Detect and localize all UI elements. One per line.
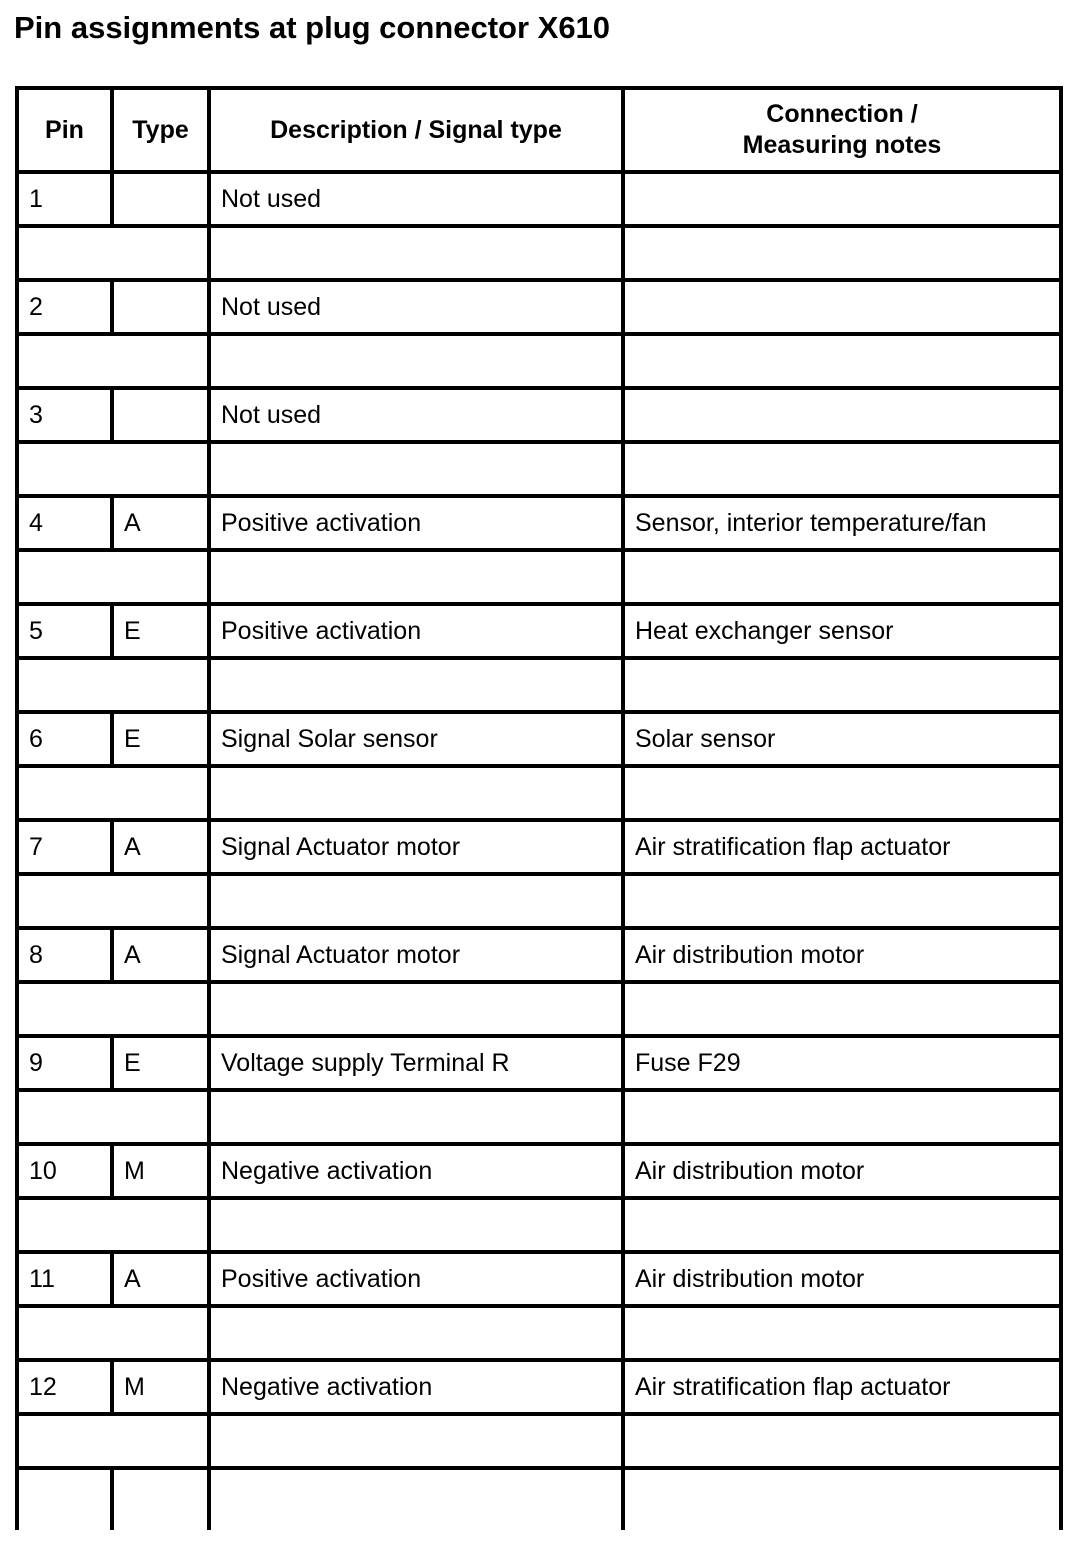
spacer-row bbox=[17, 334, 1061, 388]
spacer-cell bbox=[209, 982, 623, 1036]
cell-connection: Sensor, interior temperature/fan bbox=[623, 496, 1061, 550]
table-body bbox=[17, 172, 1061, 1530]
cell-pin: 6 bbox=[17, 712, 112, 766]
spacer-cell bbox=[623, 982, 1061, 1036]
empty-cell bbox=[112, 1468, 209, 1530]
spacer-cell bbox=[17, 226, 209, 280]
spacer-cell bbox=[17, 1198, 209, 1252]
cell-connection bbox=[623, 388, 1061, 442]
spacer-cell bbox=[17, 334, 209, 388]
cell-pin: 7 bbox=[17, 820, 112, 874]
cell-pin: 4 bbox=[17, 496, 112, 550]
cell-type bbox=[112, 280, 209, 334]
spacer-cell bbox=[623, 1306, 1061, 1360]
spacer-row bbox=[17, 1306, 1061, 1360]
cell-type bbox=[112, 172, 209, 226]
spacer-row bbox=[17, 1198, 1061, 1252]
cell-description: Negative activation bbox=[209, 1360, 623, 1414]
spacer-cell bbox=[623, 658, 1061, 712]
spacer-cell bbox=[623, 226, 1061, 280]
cell-type bbox=[112, 388, 209, 442]
cell-description: Signal Actuator motor bbox=[209, 928, 623, 982]
cell-connection: Air distribution motor bbox=[623, 928, 1061, 982]
cell-pin: 5 bbox=[17, 604, 112, 658]
cell-connection: Air distribution motor bbox=[623, 1144, 1061, 1198]
cell-connection bbox=[623, 172, 1061, 226]
table-row bbox=[17, 1252, 1061, 1306]
spacer-cell bbox=[209, 1090, 623, 1144]
table-row-partial bbox=[17, 1468, 1061, 1530]
spacer-cell bbox=[623, 766, 1061, 820]
cell-pin: 10 bbox=[17, 1144, 112, 1198]
spacer-cell bbox=[623, 334, 1061, 388]
spacer-cell bbox=[17, 442, 209, 496]
table-row bbox=[17, 1036, 1061, 1090]
table-row bbox=[17, 928, 1061, 982]
cell-pin: 1 bbox=[17, 172, 112, 226]
cell-connection: Air stratification flap actuator bbox=[623, 820, 1061, 874]
header-connection bbox=[623, 88, 1061, 172]
cell-type: E bbox=[112, 604, 209, 658]
spacer-row bbox=[17, 658, 1061, 712]
spacer-row bbox=[17, 874, 1061, 928]
pin-assignment-table bbox=[15, 86, 1063, 1530]
spacer-cell bbox=[623, 442, 1061, 496]
cell-pin: 2 bbox=[17, 280, 112, 334]
table-row bbox=[17, 1360, 1061, 1414]
cell-description: Positive activation bbox=[209, 604, 623, 658]
table-row bbox=[17, 172, 1061, 226]
cell-description: Signal Actuator motor bbox=[209, 820, 623, 874]
cell-description: Not used bbox=[209, 388, 623, 442]
spacer-cell bbox=[209, 442, 623, 496]
cell-pin: 3 bbox=[17, 388, 112, 442]
spacer-row bbox=[17, 550, 1061, 604]
cell-description: Positive activation bbox=[209, 496, 623, 550]
cell-pin: 11 bbox=[17, 1252, 112, 1306]
cell-connection: Solar sensor bbox=[623, 712, 1061, 766]
spacer-row bbox=[17, 1414, 1061, 1468]
spacer-cell bbox=[623, 550, 1061, 604]
spacer-row bbox=[17, 1090, 1061, 1144]
header-connection-line1: Connection / bbox=[766, 100, 918, 128]
spacer-cell bbox=[17, 1306, 209, 1360]
table-row bbox=[17, 712, 1061, 766]
page-title: Pin assignments at plug connector X610 bbox=[14, 10, 611, 45]
cell-type: A bbox=[112, 1252, 209, 1306]
spacer-cell bbox=[209, 226, 623, 280]
spacer-cell bbox=[17, 658, 209, 712]
spacer-cell bbox=[623, 1090, 1061, 1144]
table-row bbox=[17, 604, 1061, 658]
cell-pin: 9 bbox=[17, 1036, 112, 1090]
header-type: Type bbox=[112, 88, 209, 172]
cell-type: E bbox=[112, 1036, 209, 1090]
table-row bbox=[17, 388, 1061, 442]
table-row bbox=[17, 820, 1061, 874]
cell-description: Negative activation bbox=[209, 1144, 623, 1198]
cell-type: A bbox=[112, 496, 209, 550]
table-row bbox=[17, 280, 1061, 334]
cell-pin: 8 bbox=[17, 928, 112, 982]
empty-cell bbox=[623, 1468, 1061, 1530]
cell-description: Voltage supply Terminal R bbox=[209, 1036, 623, 1090]
spacer-cell bbox=[17, 874, 209, 928]
cell-connection: Air stratification flap actuator bbox=[623, 1360, 1061, 1414]
spacer-cell bbox=[17, 982, 209, 1036]
header-pin: Pin bbox=[17, 88, 112, 172]
cell-connection bbox=[623, 280, 1061, 334]
empty-cell bbox=[209, 1468, 623, 1530]
spacer-cell bbox=[17, 1090, 209, 1144]
cell-type: M bbox=[112, 1360, 209, 1414]
cell-description: Signal Solar sensor bbox=[209, 712, 623, 766]
spacer-cell bbox=[209, 1306, 623, 1360]
cell-description: Not used bbox=[209, 280, 623, 334]
cell-pin: 12 bbox=[17, 1360, 112, 1414]
cell-type: M bbox=[112, 1144, 209, 1198]
cell-type: A bbox=[112, 928, 209, 982]
spacer-cell bbox=[623, 874, 1061, 928]
spacer-row bbox=[17, 982, 1061, 1036]
table-row bbox=[17, 1144, 1061, 1198]
header-connection-line2: Measuring notes bbox=[742, 131, 942, 159]
spacer-cell bbox=[209, 550, 623, 604]
table-row bbox=[17, 496, 1061, 550]
spacer-cell bbox=[17, 550, 209, 604]
spacer-cell bbox=[209, 658, 623, 712]
cell-connection: Fuse F29 bbox=[623, 1036, 1061, 1090]
cell-connection: Heat exchanger sensor bbox=[623, 604, 1061, 658]
spacer-cell bbox=[209, 766, 623, 820]
spacer-row bbox=[17, 226, 1061, 280]
empty-cell bbox=[17, 1468, 112, 1530]
spacer-cell bbox=[209, 1198, 623, 1252]
header-row bbox=[17, 88, 1061, 172]
header-description: Description / Signal type bbox=[209, 88, 623, 172]
spacer-cell bbox=[209, 874, 623, 928]
cell-type: E bbox=[112, 712, 209, 766]
spacer-cell bbox=[623, 1414, 1061, 1468]
cell-connection: Air distribution motor bbox=[623, 1252, 1061, 1306]
spacer-cell bbox=[17, 1414, 209, 1468]
spacer-cell bbox=[623, 1198, 1061, 1252]
spacer-cell bbox=[17, 766, 209, 820]
cell-description: Not used bbox=[209, 172, 623, 226]
spacer-cell bbox=[209, 1414, 623, 1468]
spacer-row bbox=[17, 766, 1061, 820]
spacer-cell bbox=[209, 334, 623, 388]
spacer-row bbox=[17, 442, 1061, 496]
cell-type: A bbox=[112, 820, 209, 874]
cell-description: Positive activation bbox=[209, 1252, 623, 1306]
